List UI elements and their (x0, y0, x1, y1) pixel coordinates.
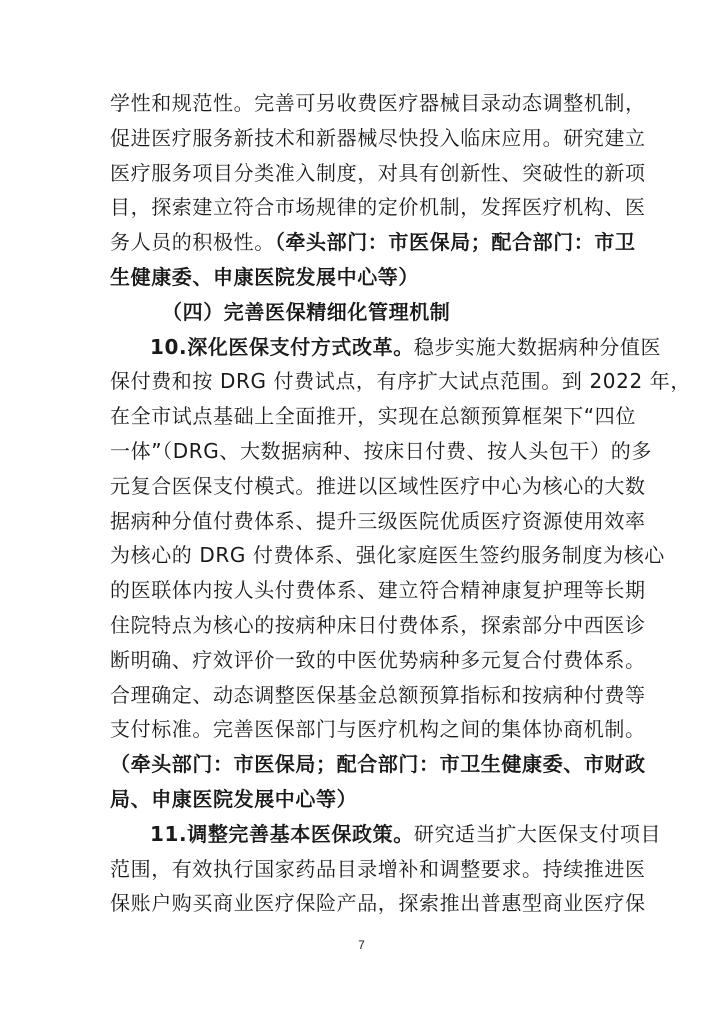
responsible-departments: （牵头部门：市医保局；配合部门：市卫 (274, 230, 636, 255)
section-heading: （四）完善医保精细化管理机制 (162, 299, 451, 324)
text-line: 保账户购买商业医疗保险产品，探索推出普惠型商业医疗保 (110, 891, 646, 916)
text-line: 为核心的 DRG 付费体系、强化家庭医生签约服务制度为核心 (110, 543, 665, 568)
responsible-departments: 生健康委、申康医院发展中心等） (110, 264, 419, 289)
responsible-departments: 局、申康医院发展中心等） (110, 786, 358, 811)
text-line: 务人员的积极性。（牵头部门：市医保局；配合部门：市卫 (110, 230, 636, 255)
text-line: 10.深化医保支付方式改革。稳步实施大数据病种分值医 (150, 334, 662, 359)
text-line (110, 747, 646, 782)
text-line: 元复合医保支付模式。推进以区域性医疗中心为核心的大数 (110, 473, 646, 498)
text-line: 学性和规范性。完善可另收费医疗器械目录动态调整机制， (110, 91, 646, 115)
text-line: 一体”（DRG、大数据病种、按床日付费、按人头包干）的多 (110, 438, 652, 463)
item-heading: 11.调整完善基本医保政策。 (150, 821, 414, 846)
text-line: 促进医疗服务新技术和新器械尽快投入临床应用。研究建立 (110, 125, 646, 150)
text-line: 的医联体内按人头付费体系、建立符合精神康复护理等长期 (110, 578, 646, 603)
text-line: 合理确定、动态调整医保基金总额预算指标和按病种付费等 (110, 682, 646, 707)
text-line: 据病种分值付费体系、提升三级医院优质医疗资源使用效率 (110, 508, 646, 533)
text-line (110, 260, 622, 295)
text-line: 范围，有效执行国家药品目录增补和调整要求。持续推进医 (110, 856, 646, 881)
text-line: 支付标准。完善医保部门与医疗机构之间的集体协商机制。 (110, 717, 646, 742)
responsible-departments: （牵头部门：市医保局；配合部门：市卫生健康委、市财政 (110, 752, 646, 777)
text-line: 11.调整完善基本医保政策。研究适当扩大医保支付项目 (150, 821, 662, 846)
page-number: 7 (358, 938, 365, 952)
text-line: 断明确、疗效评价一致的中医优势病种多元复合付费体系。 (110, 647, 646, 672)
text-line: 保付费和按 DRG 付费试点，有序扩大试点范围。到 2022 年， (110, 369, 691, 394)
text-line: 在全市试点基础上全面推开，实现在总额预算框架下“四位 (110, 404, 636, 429)
text-line: 住院特点为核心的按病种床日付费体系，探索部分中西医诊 (110, 612, 646, 637)
document-body (110, 86, 691, 921)
text-line (110, 782, 622, 817)
item-heading: 10.深化医保支付方式改革。 (150, 334, 414, 359)
text-line: 医疗服务项目分类准入制度，对具有创新性、突破性的新项 (110, 160, 646, 185)
text-line: 目，探索建立符合市场规律的定价机制，发挥医疗机构、医 (110, 195, 646, 220)
